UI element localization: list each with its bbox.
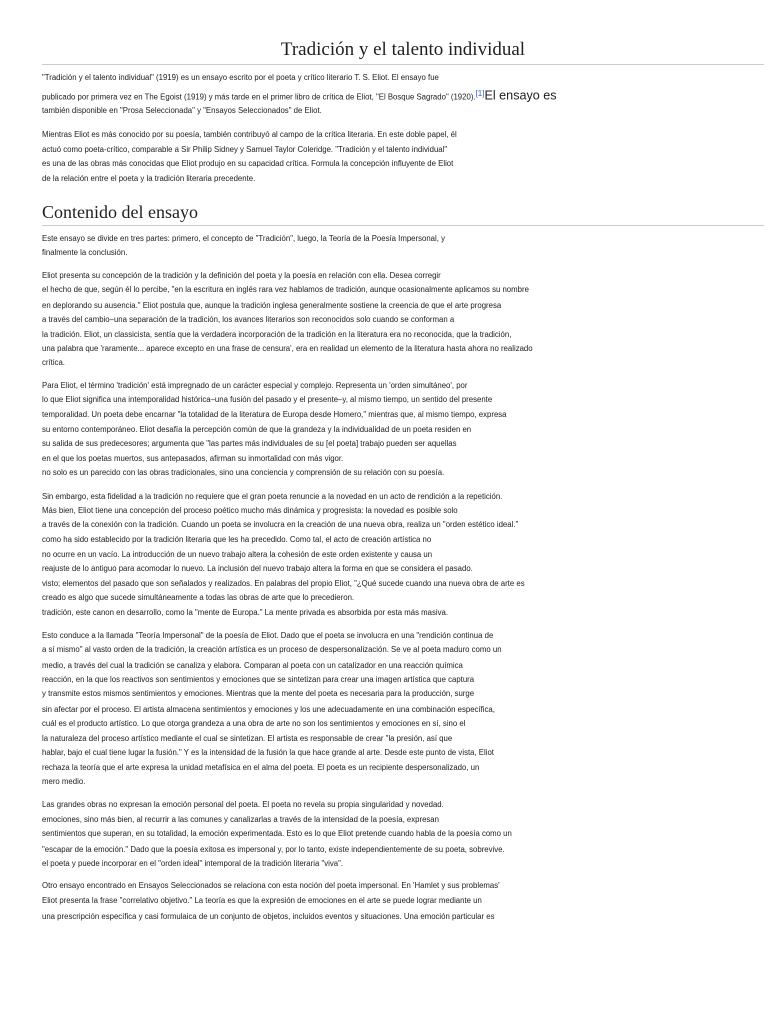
text-line: Las grandes obras no expresan la emoción personal del poeta. El poeta no revela su propia singularidad y novedad. (42, 799, 444, 809)
text-line: a través de la conexión con la tradición. Cuando un poeta se involucra en la creación de una nueva obra, realiza un "orden estético ideal." (42, 520, 519, 530)
section-heading: Contenido del ensayo (42, 201, 764, 226)
text-line: como ha sido establecido por la tradición literaria que les ha precedido. Como tal, el acto de creación artística no (42, 535, 432, 545)
text-line: publicado por primera vez en The Egoist (1919) y más tarde en el primer libro de crítica de Eliot, "El Bosque Sagrado" (1920).[1]El ensayo es (42, 88, 557, 103)
text-line: Eliot presenta la frase "correlativo objetivo." La teoría es que la expresión de emociones en el arte se puede lograr mediante un (42, 895, 482, 905)
text-line: hablar, bajo el cual tiene lugar la fusión." Y es la intensidad de la fusión la que hace grande al arte. Desde este punto de vista, Eliot (42, 748, 494, 758)
content-paragraph-5 (42, 629, 764, 790)
text-line: emociones, sino más bien, al recurrir a las comunes y canalizarlas a través de la intensidad de la poesía, expresan (42, 814, 439, 824)
text-line: Este ensayo se divide en tres partes: primero, el concepto de "Tradición", luego, la Teoría de la Poesía Impersonal, y (42, 233, 445, 243)
citation-link[interactable]: [1] (475, 88, 485, 98)
text-line: una palabra que 'raramente... aparece excepto en una frase de censura', era en realidad un elemento de la literatura hasta ahora no realizado (42, 344, 533, 354)
text-line: a través del cambio–una separación de la tradición, los avances literarios son reconocidos solo cuando se conforman a (42, 314, 455, 324)
intro-paragraph-2 (42, 128, 764, 186)
text-line: Sin embargo, esta fidelidad a la tradición no requiere que el gran poeta renuncie a la novedad en un acto de rendición a la repetición. (42, 491, 503, 501)
content-paragraph-1 (42, 232, 764, 261)
text-line: "Tradición y el talento individual" (1919) es un ensayo escrito por el poeta y crítico literario T. S. Eliot. El ensayo fue (42, 73, 439, 82)
text-line: cuál es el producto artístico. Lo que otorga grandeza a una obra de arte no son los sentimientos y emociones en sí, sino el (42, 719, 466, 728)
text-line: una prescripción específica y casi formulaica de un conjunto de objetos, incluidos eventos y situaciones. Una emoción particular es (42, 911, 495, 921)
text-line: Mientras Eliot es más conocido por su poesía, también contribuyó al campo de la crítica literaria. En este doble papel, él (42, 130, 457, 140)
text-line: reacción, en la que los reactivos son sentimientos y emociones que se sintetizan para crear una imagen artística que captura (42, 674, 475, 684)
text-line: es una de las obras más conocidas que Eliot produjo en su capacidad crítica. Formula la concepción influyente de Eliot (42, 159, 454, 169)
text-line: medio, a través del cual la tradición se canaliza y elabora. Comparan al poeta con un catalizador en una reacción química (42, 660, 463, 670)
text-line: Para Eliot, el término 'tradición' está impregnado de un carácter especial y complejo. Representa un 'orden simultáneo', por (42, 380, 468, 390)
text-line: la tradición. Eliot, un classicista, sentía que la verdadera incorporación de la tradición en la literatura era no reconocida, que la tradición, (42, 329, 512, 339)
text-line: mero medio. (42, 777, 86, 787)
article-title: Tradición y el talento individual (42, 38, 764, 65)
intro-paragraph-1 (42, 71, 764, 118)
text-line: su salida de sus predecesores; argumenta que "las partes más individuales de su [el poeta] trabajo pueden ser aquellas (42, 439, 457, 449)
text-line: y transmite estos mismos sentimientos y emociones. Mientras que la mente del poeta es necesaria para la producción, surge (42, 689, 475, 699)
content-paragraph-4 (42, 489, 764, 621)
text-line: su entorno contemporáneo. Eliot desafía la percepción común de que la grandeza y la individualidad de un poeta residen en (42, 424, 472, 434)
text-line: rechaza la teoría que el arte expresa la unidad metafísica en el alma del poeta. El poeta es un recipiente despersonalizado, un (42, 762, 480, 772)
text-line: Esto conduce a la llamada "Teoría Impersonal" de la poesía de Eliot. Dado que el poeta se involucra en una "rendición continua de (42, 630, 494, 640)
text-line: en deplorando su ausencia." Eliot postula que, aunque la tradición inglesa generalmente sostiene la creencia de que el arte progresa (42, 300, 502, 310)
text-line: finalmente la conclusión. (42, 248, 128, 258)
text-line: también disponible en "Prosa Seleccionada" y "Ensayos Seleccionados" de Eliot. (42, 106, 322, 116)
text-line: sentimientos que superan, en su totalidad, la emoción experimentada. Esto es lo que Eliot pretende cuando habla de la poesía como un (42, 829, 512, 839)
text-line: no solo es un parecido con las obras tradicionales, sino una conciencia y comprensión de su relación con su poesía. (42, 468, 445, 478)
text-line: visto; elementos del pasado que son señalados y realizados. En palabras del propio Eliot, "¿Qué sucede cuando una nueva obra de arte es (42, 578, 525, 588)
text-line: tradición, este canon en desarrollo, como la "mente de Europa." La mente privada es absorbida por esta más masiva. (42, 608, 448, 618)
text-line: la naturaleza del proceso artístico mediante el cual se sintetizan. El artista es responsable de crear "la presión, así que (42, 733, 453, 743)
text-line: no ocurre en un vacío. La introducción de un nuevo trabajo altera la cohesión de este orden existente y causa un (42, 549, 433, 559)
content-paragraph-6 (42, 798, 764, 871)
text-line: a sí mismo" al vasto orden de la tradición, la creación artística es un proceso de despersonalización. Se ve al poeta maduro como un (42, 645, 502, 655)
content-paragraph-3 (42, 379, 764, 481)
text-line: temporalidad. Un poeta debe encarnar "la totalidad de la literatura de Europa desde Homero," mientras que, al mismo tiempo, expresa (42, 409, 507, 419)
text-line: sin afectar por el proceso. El artista almacena sentimientos y emociones y los une adecuadamente en una combinación específica, (42, 705, 495, 714)
text-line: de la relación entre el poeta y la tradición literaria precedente. (42, 173, 256, 183)
text-line: en el que los poetas muertos, sus antepasados, afirman su inmortalidad con más vigor. (42, 453, 344, 463)
text-line: el hecho de que, según él lo percibe, "en la escritura en inglés rara vez hablamos de tradición, aunque ocasionalmente aplicamos su nombre (42, 285, 529, 295)
text-line: Más bien, Eliot tiene una concepción del proceso poético mucho más dinámica y progresista: la novedad es posible solo (42, 505, 458, 515)
text-line: crítica. (42, 358, 65, 368)
text-line: lo que Eliot significa una intemporalidad histórica–una fusión del pasado y el presente–y, al mismo tiempo, un sentido del presente (42, 395, 493, 405)
article (42, 38, 764, 932)
text-line: el poeta y puede incorporar en el "orden ideal" intemporal de la tradición literaria "viva". (42, 858, 344, 868)
text-line: actuó como poeta-crítico, comparable a Sir Philip Sidney y Samuel Taylor Coleridge. "Tradición y el talento individual" (42, 144, 448, 154)
content-paragraph-7 (42, 879, 764, 923)
text-line: reajuste de lo antiguo para acomodar lo nuevo. La inclusión del nuevo trabajo altera la forma en que se considera el pasado. (42, 564, 473, 574)
text-line: Otro ensayo encontrado en Ensayos Seleccionados se relaciona con esta noción del poeta impersonal. En 'Hamlet y sus problemas' (42, 881, 500, 891)
content-paragraph-2 (42, 269, 764, 371)
text-line: "escapar de la emoción." Dado que la poesía exitosa es impersonal y, por lo tanto, existe independientemente de su poeta, sobrevive. (42, 844, 505, 854)
text-line: creado es algo que sucede simultáneamente a todas las obras de arte que lo precedieron. (42, 593, 355, 603)
text-line: Eliot presenta su concepción de la tradición y la definición del poeta y la poesía en relación con ella. Desea corregir (42, 270, 441, 280)
